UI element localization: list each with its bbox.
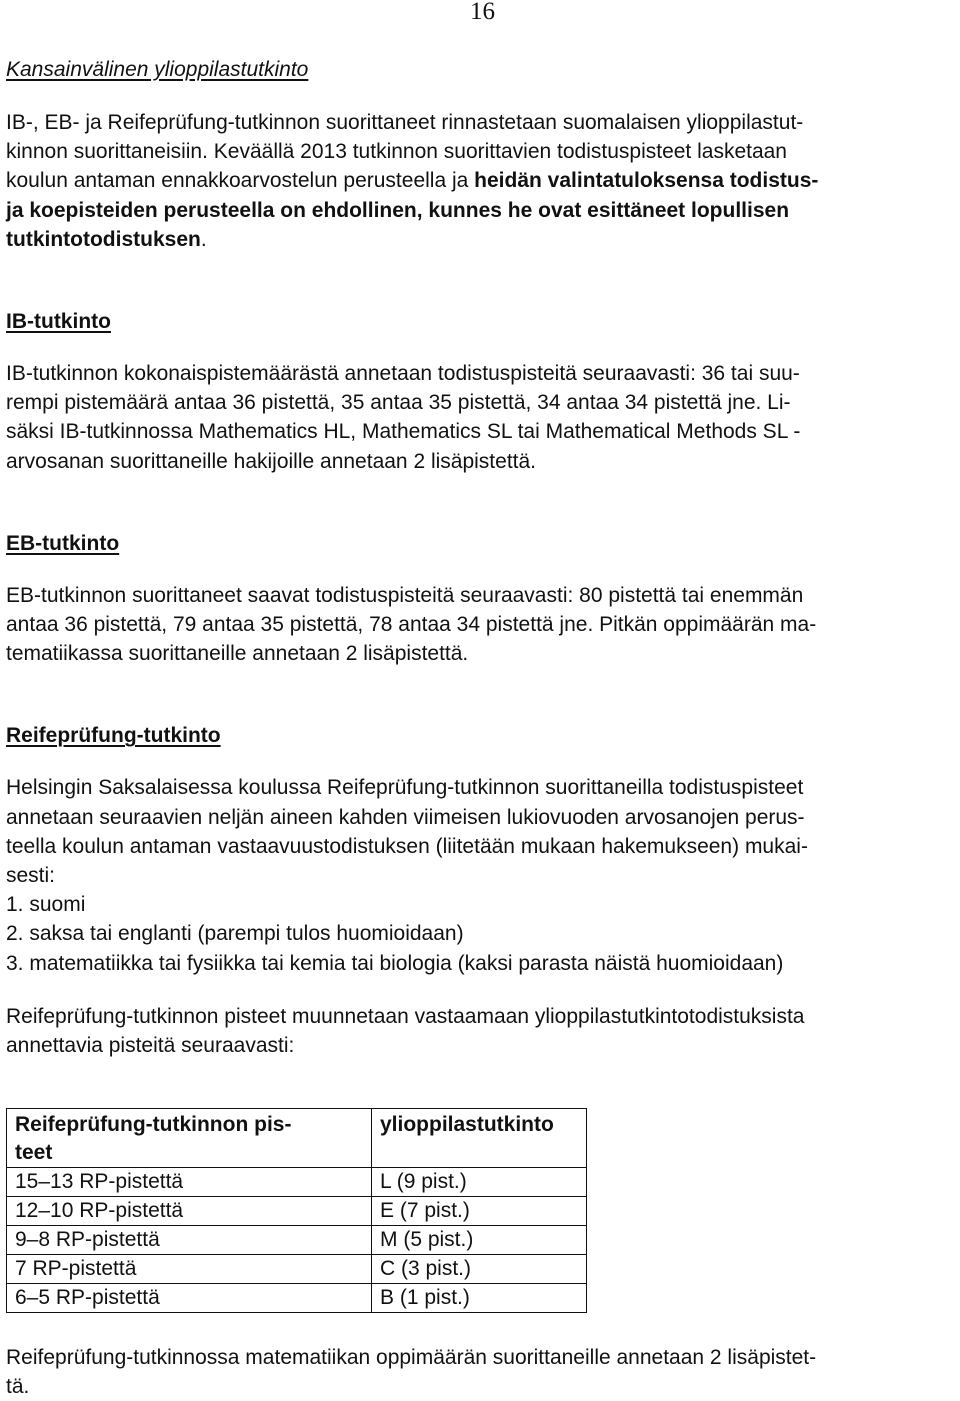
- footer-line: tä.: [6, 1375, 30, 1399]
- intro-text: koulun antaman ennakkoarvostelun perusteella ja: [6, 169, 475, 193]
- table-row: [7, 1284, 587, 1313]
- conversion-table: [6, 1108, 587, 1313]
- intro-line: IB-, EB- ja Reifeprüfung-tutkinnon suorittaneet rinnastetaan suomalaisen ylioppilastut-: [6, 111, 804, 134]
- table-cell: E (7 pist.): [372, 1197, 587, 1226]
- intro-line: kinnon suorittaneisiin. Keväällä 2013 tutkinnon suorittavien todistuspisteet lasketaan: [6, 140, 787, 164]
- table-row: [7, 1168, 587, 1197]
- intro-line: [6, 225, 954, 254]
- intro-line: [6, 196, 954, 225]
- footer-line: Reifeprüfung-tutkinnossa matematiikan oppimäärän suorittaneille annetaan 2 lisäpistet-: [6, 1346, 817, 1369]
- list-item: 2. saksa tai englanti (parempi tulos huomioidaan): [6, 922, 464, 946]
- intro-bold-text: tutkintotodistuksen: [6, 227, 201, 251]
- table-cell: 7 RP-pistettä: [7, 1255, 372, 1284]
- header-left-line: Reifeprüfung-tutkinnon pis-: [15, 1113, 292, 1136]
- table-cell: B (1 pist.): [372, 1284, 587, 1313]
- rp-paragraph: [6, 773, 954, 977]
- intro-bold-text: heidän valintatuloksensa todistus-: [474, 169, 819, 193]
- list-item: 3. matematiikka tai fysiikka tai kemia tai biologia (kaksi parasta näistä huomioidaan): [6, 951, 784, 975]
- ib-line: IB-tutkinnon kokonaispistemäärästä annetaan todistuspisteitä seuraavasti: 36 tai suu-: [6, 362, 800, 386]
- rp-heading: Reifeprüfung-tutkinto: [6, 724, 221, 748]
- table-cell: 6–5 RP-pistettä: [7, 1284, 372, 1313]
- table-row: [7, 1226, 587, 1255]
- table-cell: M (5 pist.): [372, 1226, 587, 1255]
- eb-line: antaa 36 pistettä, 79 antaa 35 pistettä, 78 antaa 34 pistettä jne. Pitkän oppimäärän ma-: [6, 613, 817, 637]
- table-cell: 9–8 RP-pistettä: [7, 1226, 372, 1255]
- conversion-line: Reifeprüfung-tutkinnon pisteet muunnetaan vastaamaan ylioppilastutkintotodistuksista: [6, 1004, 805, 1028]
- ib-paragraph: [6, 359, 954, 476]
- table-cell: 15–13 RP-pistettä: [7, 1168, 372, 1197]
- table-cell: 12–10 RP-pistettä: [7, 1197, 372, 1226]
- ib-line: säksi IB-tutkinnossa Mathematics HL, Mathematics SL tai Mathematical Methods SL -: [6, 420, 801, 444]
- ib-line: arvosanan suorittaneille hakijoille annetaan 2 lisäpistettä.: [6, 449, 537, 473]
- document-body: [6, 55, 954, 1060]
- intro-text: .: [200, 227, 207, 251]
- header-left-line: teet: [15, 1141, 53, 1164]
- ib-line: rempi pistemäärä antaa 36 pistettä, 35 antaa 35 pistettä, 34 antaa 34 pistettä jne. Li-: [6, 391, 791, 415]
- rp-line: sesti:: [6, 864, 56, 888]
- page-number: 16: [470, 0, 495, 25]
- table-header-cell: [7, 1109, 372, 1168]
- table-row: [7, 1255, 587, 1284]
- footer-paragraph: [6, 1343, 954, 1401]
- table-cell: L (9 pist.): [372, 1168, 587, 1197]
- conversion-line: annettavia pisteitä seuraavasti:: [6, 1034, 295, 1058]
- table-row: [7, 1197, 587, 1226]
- rp-line: annetaan seuraavien neljän aineen kahden viimeisen lukiovuoden arvosanojen perus-: [6, 805, 805, 829]
- list-item: 1. suomi: [6, 893, 86, 917]
- intro-bold-text: ja koepisteiden perusteella on ehdollinen, kunnes he ovat esittäneet lopullisen: [6, 198, 790, 222]
- table-header-row: [7, 1109, 587, 1168]
- intro-line: [6, 166, 954, 195]
- eb-line: tematiikassa suorittaneille annetaan 2 lisäpistettä.: [6, 642, 469, 666]
- rp-line: teella koulun antaman vastaavuustodistuksen (liitetään mukaan hakemukseen) mukai-: [6, 834, 808, 858]
- eb-line: EB-tutkinnon suorittaneet saavat todistuspisteitä seuraavasti: 80 pistettä tai enemmän: [6, 583, 804, 607]
- document-title: Kansainvälinen ylioppilastutkinto: [6, 58, 309, 81]
- conversion-paragraph: [6, 1002, 954, 1060]
- intro-paragraph: [6, 108, 954, 254]
- eb-heading: EB-tutkinto: [6, 531, 120, 555]
- table-header-cell: ylioppilastutkinto: [372, 1109, 587, 1168]
- eb-paragraph: [6, 581, 954, 669]
- table-cell: C (3 pist.): [372, 1255, 587, 1284]
- ib-heading: IB-tutkinto: [6, 310, 111, 334]
- rp-line: Helsingin Saksalaisessa koulussa Reifeprüfung-tutkinnon suorittaneilla todistuspisteet: [6, 776, 804, 800]
